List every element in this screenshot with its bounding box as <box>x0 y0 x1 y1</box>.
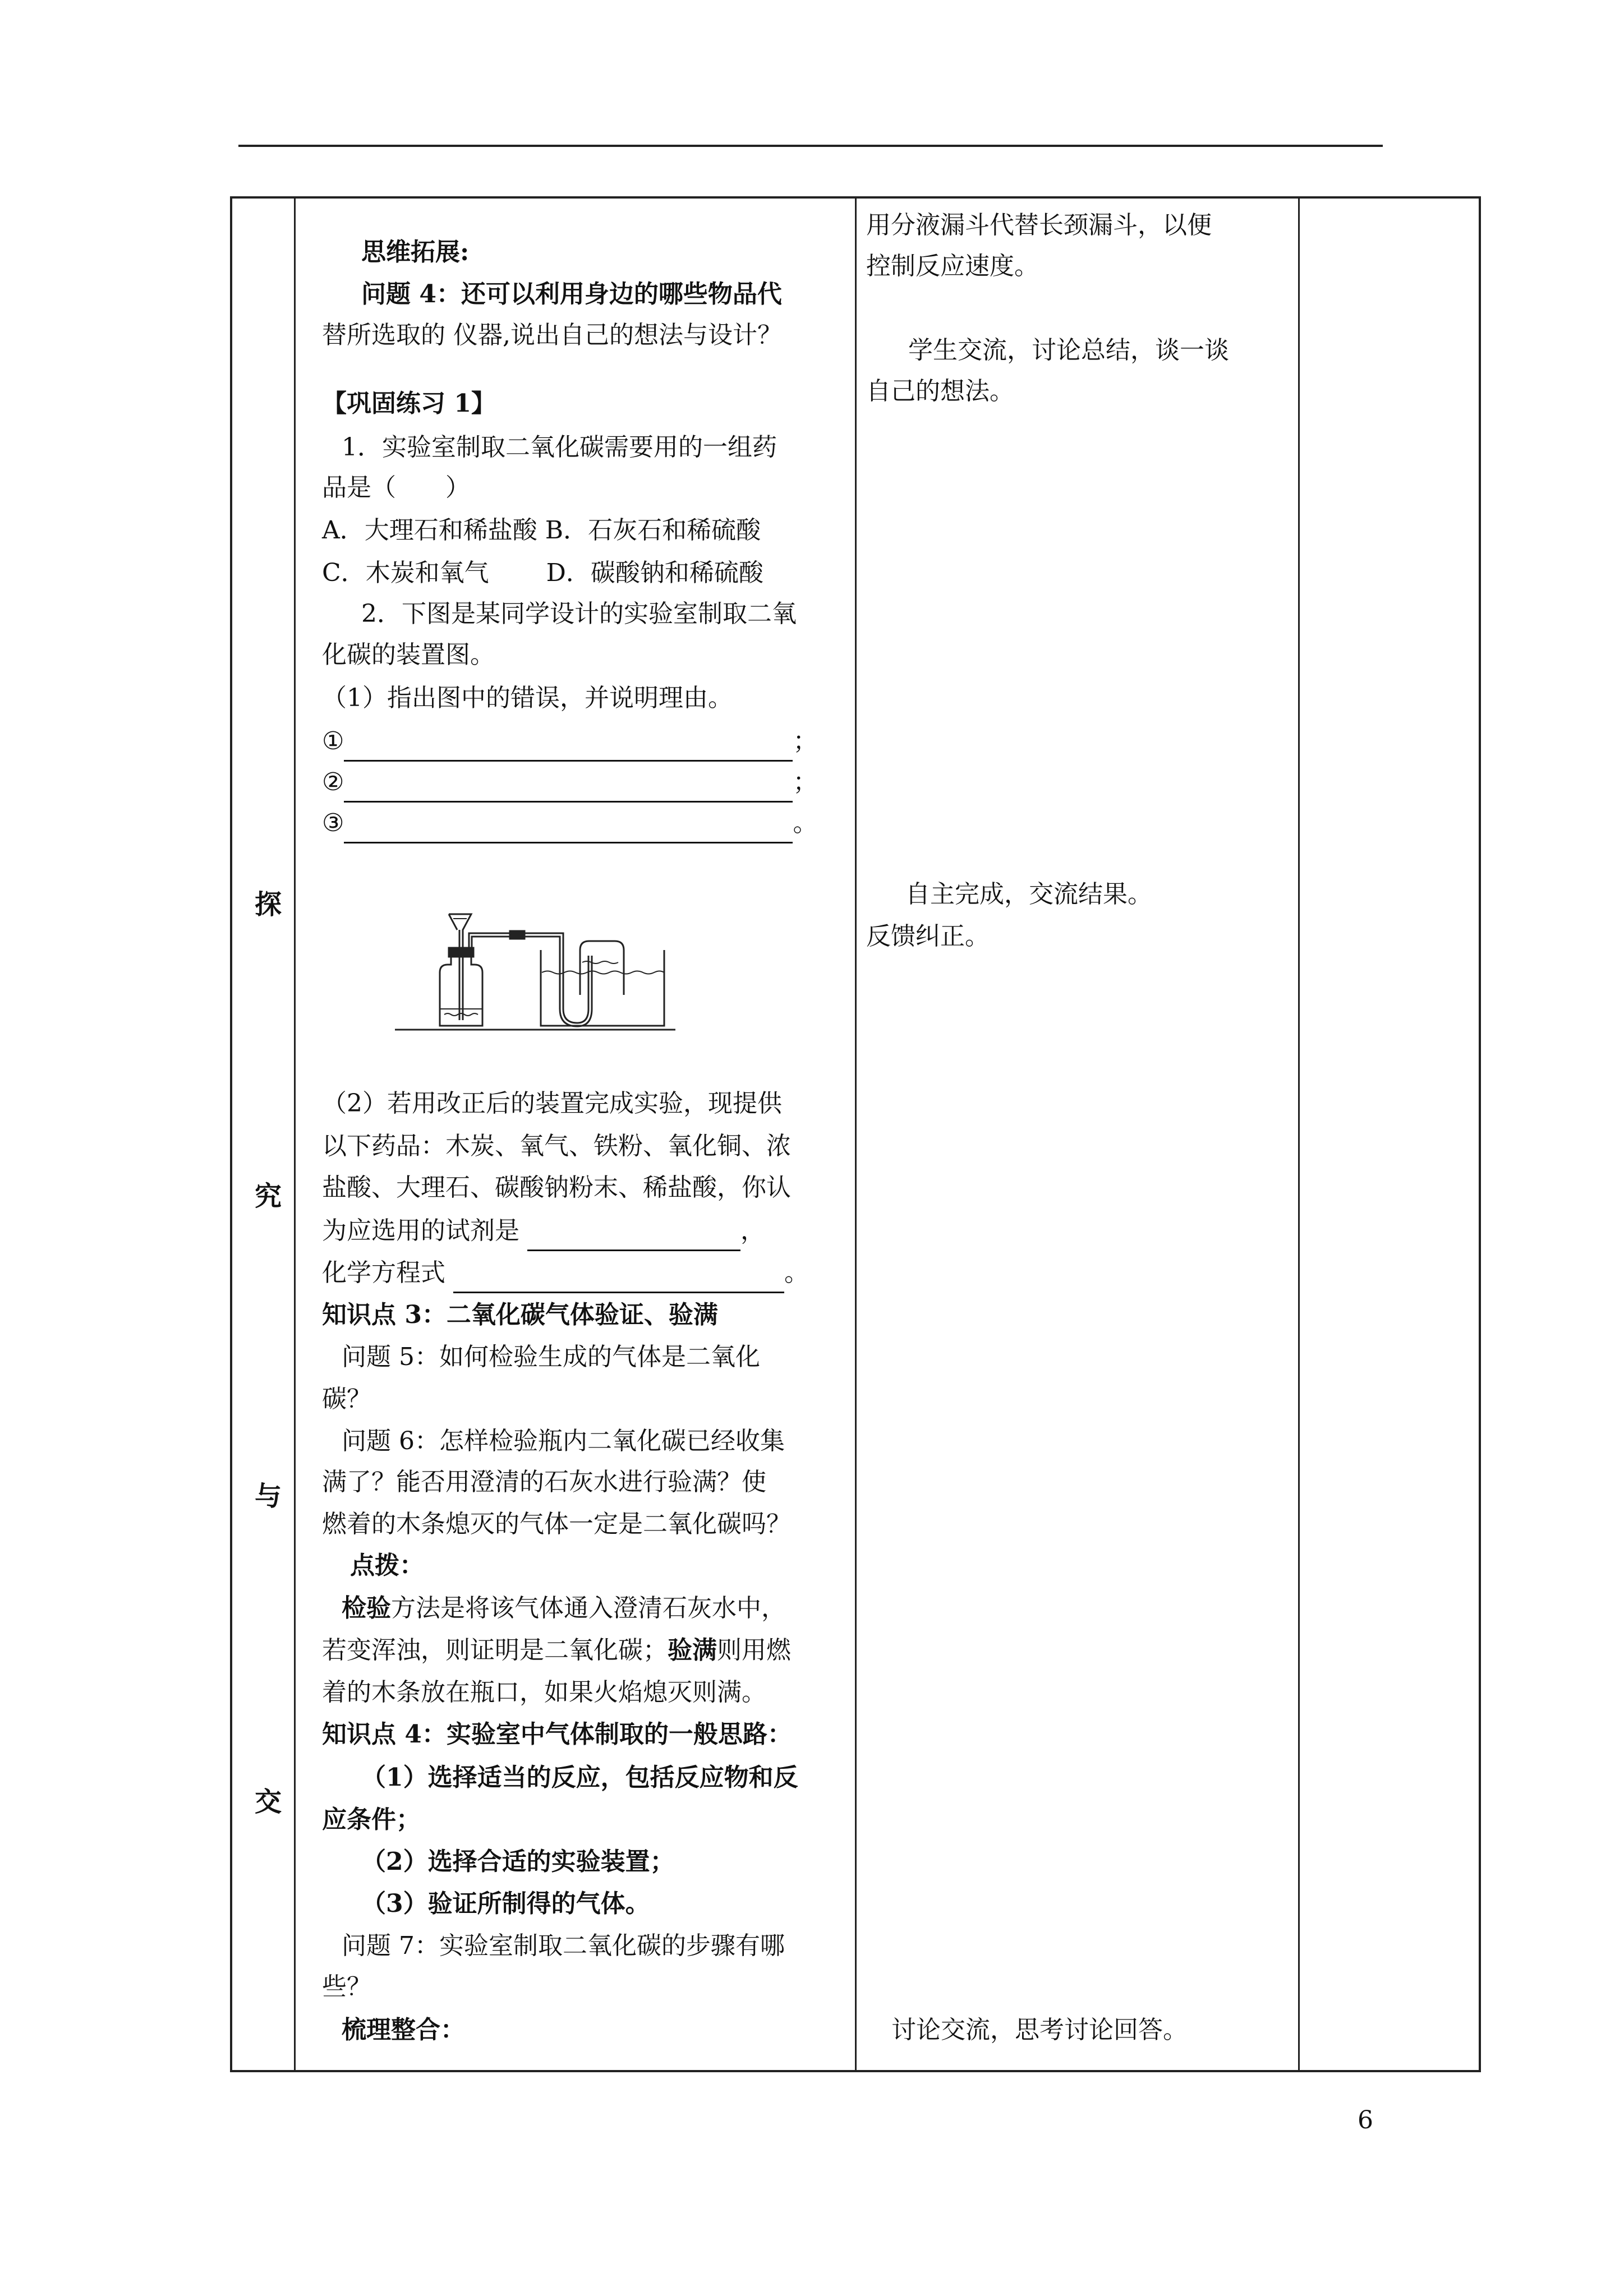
hint-text <box>322 1630 791 1671</box>
table-divider <box>855 199 857 2070</box>
stage-label-char: 交 <box>255 1786 282 1818</box>
answer-blank-3 <box>322 803 817 843</box>
hint-keyword: 检验 <box>342 1594 391 1622</box>
apparatus-diagram <box>395 911 687 1040</box>
summary-title: 梳理整合： <box>342 2016 465 2044</box>
exercise-2-sub2-cont: 以下药品：木炭、氧气、铁粉、氧化铜、浓 <box>322 1132 791 1160</box>
thinking-title: 思维拓展: <box>361 238 470 266</box>
question-6-cont: 燃着的木条熄灭的气体一定是二氧化碳吗？ <box>322 1510 791 1538</box>
fill-line <box>344 814 793 843</box>
long-neck-funnel <box>449 914 471 1020</box>
step-2: （2）选择合适的实验装置； <box>361 1847 675 1876</box>
exercise-2: 2．下图是某同学设计的实验室制取二氧 <box>361 600 797 628</box>
hint-text-part: 若变浑浊，则证明是二氧化碳； <box>322 1636 668 1665</box>
stage-label-char: 究 <box>255 1181 282 1212</box>
gas-bottle <box>440 956 482 1026</box>
fill-line <box>527 1221 740 1251</box>
blank-end: 。 <box>784 1258 809 1287</box>
question-5: 问题 5：如何检验生成的气体是二氧化 <box>342 1343 760 1371</box>
stage-label-char: 与 <box>255 1481 282 1512</box>
exercise-1-option: C．木炭和氧气 D．碳酸钠和稀硫酸 <box>322 559 763 587</box>
blank-mark: ③ <box>322 809 344 837</box>
fill-line <box>344 732 793 762</box>
blank-mark: ② <box>322 768 344 796</box>
hint-keyword: 验满 <box>668 1636 717 1665</box>
activity-text: 自主完成，交流结果。 <box>905 880 1152 909</box>
question-4 <box>361 274 782 315</box>
activity-text: 学生交流，讨论总结，谈一谈 <box>908 336 1229 365</box>
practice-title: 【巩固练习 1】 <box>322 389 496 418</box>
exercise-2-sub1: （1）指出图中的错误，并说明理由。 <box>322 684 733 712</box>
table-divider <box>294 199 296 2070</box>
stage-label-char: 探 <box>255 889 282 920</box>
delivery-tube <box>469 933 588 1023</box>
step-1: （1）选择适当的反应，包括反应物和反 <box>361 1763 798 1792</box>
exercise-2-cont: 化碳的装置图。 <box>322 640 495 669</box>
blank-end: ， <box>740 1216 765 1245</box>
activity-text: 自己的想法。 <box>866 377 1014 405</box>
hint-text-part: 则用燃 <box>717 1636 791 1665</box>
question-6-cont: 满了？能否用澄清的石灰水进行验满？使 <box>322 1468 766 1496</box>
question-6: 问题 6：怎样检验瓶内二氧化碳已经收集 <box>342 1427 785 1455</box>
knowledge-point-3: 知识点 3：二氧化碳气体验证、验满 <box>322 1301 718 1329</box>
step-3: （3）验证所制得的气体。 <box>361 1889 650 1918</box>
answer-blank-2 <box>322 762 817 803</box>
collecting-bottle <box>580 941 624 995</box>
equation-label: 化学方程式 <box>322 1258 445 1287</box>
question-4-cont: 替所选取的 仪器,说出自己的想法与设计？ <box>322 321 782 349</box>
blank-end: ； <box>793 768 818 796</box>
exercise-2-sub2: （2）若用改正后的装置完成实验，现提供 <box>322 1089 782 1118</box>
knowledge-point-4: 知识点 4：实验室中气体制取的一般思路： <box>322 1720 792 1749</box>
question-5-cont: 碳？ <box>322 1385 371 1413</box>
blank-mark: ① <box>322 727 344 755</box>
q4-text: 问题 4：还可以利用身边的哪些物品代 <box>361 280 782 308</box>
question-7-cont: 些？ <box>322 1972 371 2001</box>
page-number: 6 <box>1358 2106 1373 2134</box>
activity-text: 讨论交流，思考讨论回答。 <box>891 2016 1188 2044</box>
fill-line <box>453 1264 784 1293</box>
table-divider <box>1298 199 1300 2070</box>
lesson-table <box>230 196 1481 2072</box>
equation-answer <box>322 1253 809 1293</box>
header-rule <box>238 145 1383 147</box>
exercise-2-sub2-cont: 盐酸、大理石、碳酸钠粉末、稀盐酸，你认 <box>322 1173 791 1202</box>
step-1-cont: 应条件； <box>322 1805 421 1834</box>
exercise-1-cont: 品是（ ） <box>322 473 470 502</box>
hint-text-part: 方法是将该气体通入澄清石灰水中， <box>391 1594 786 1622</box>
activity-text: 控制反应速度。 <box>866 252 1039 280</box>
hint-title: 点拨： <box>350 1551 424 1580</box>
fill-line <box>344 773 793 803</box>
blank-end: ； <box>793 727 818 755</box>
hint-text: 着的木条放在瓶口，如果火焰熄灭则满。 <box>322 1678 766 1707</box>
stopper <box>449 948 473 957</box>
reagent-label: 为应选用的试剂是 <box>322 1216 519 1245</box>
answer-blank-1 <box>322 721 817 762</box>
question-7: 问题 7：实验室制取二氧化碳的步骤有哪 <box>342 1931 785 1960</box>
exercise-1-option: A．大理石和稀盐酸 B．石灰石和稀硫酸 <box>322 516 761 545</box>
activity-text: 反馈纠正。 <box>866 922 990 951</box>
blank-end: 。 <box>793 809 818 837</box>
activity-text: 用分液漏斗代替长颈漏斗，以便 <box>866 211 1212 239</box>
hint-text <box>342 1588 786 1629</box>
exercise-1: 1．实验室制取二氧化碳需要用的一组药 <box>342 433 777 462</box>
reagent-answer <box>322 1211 765 1251</box>
